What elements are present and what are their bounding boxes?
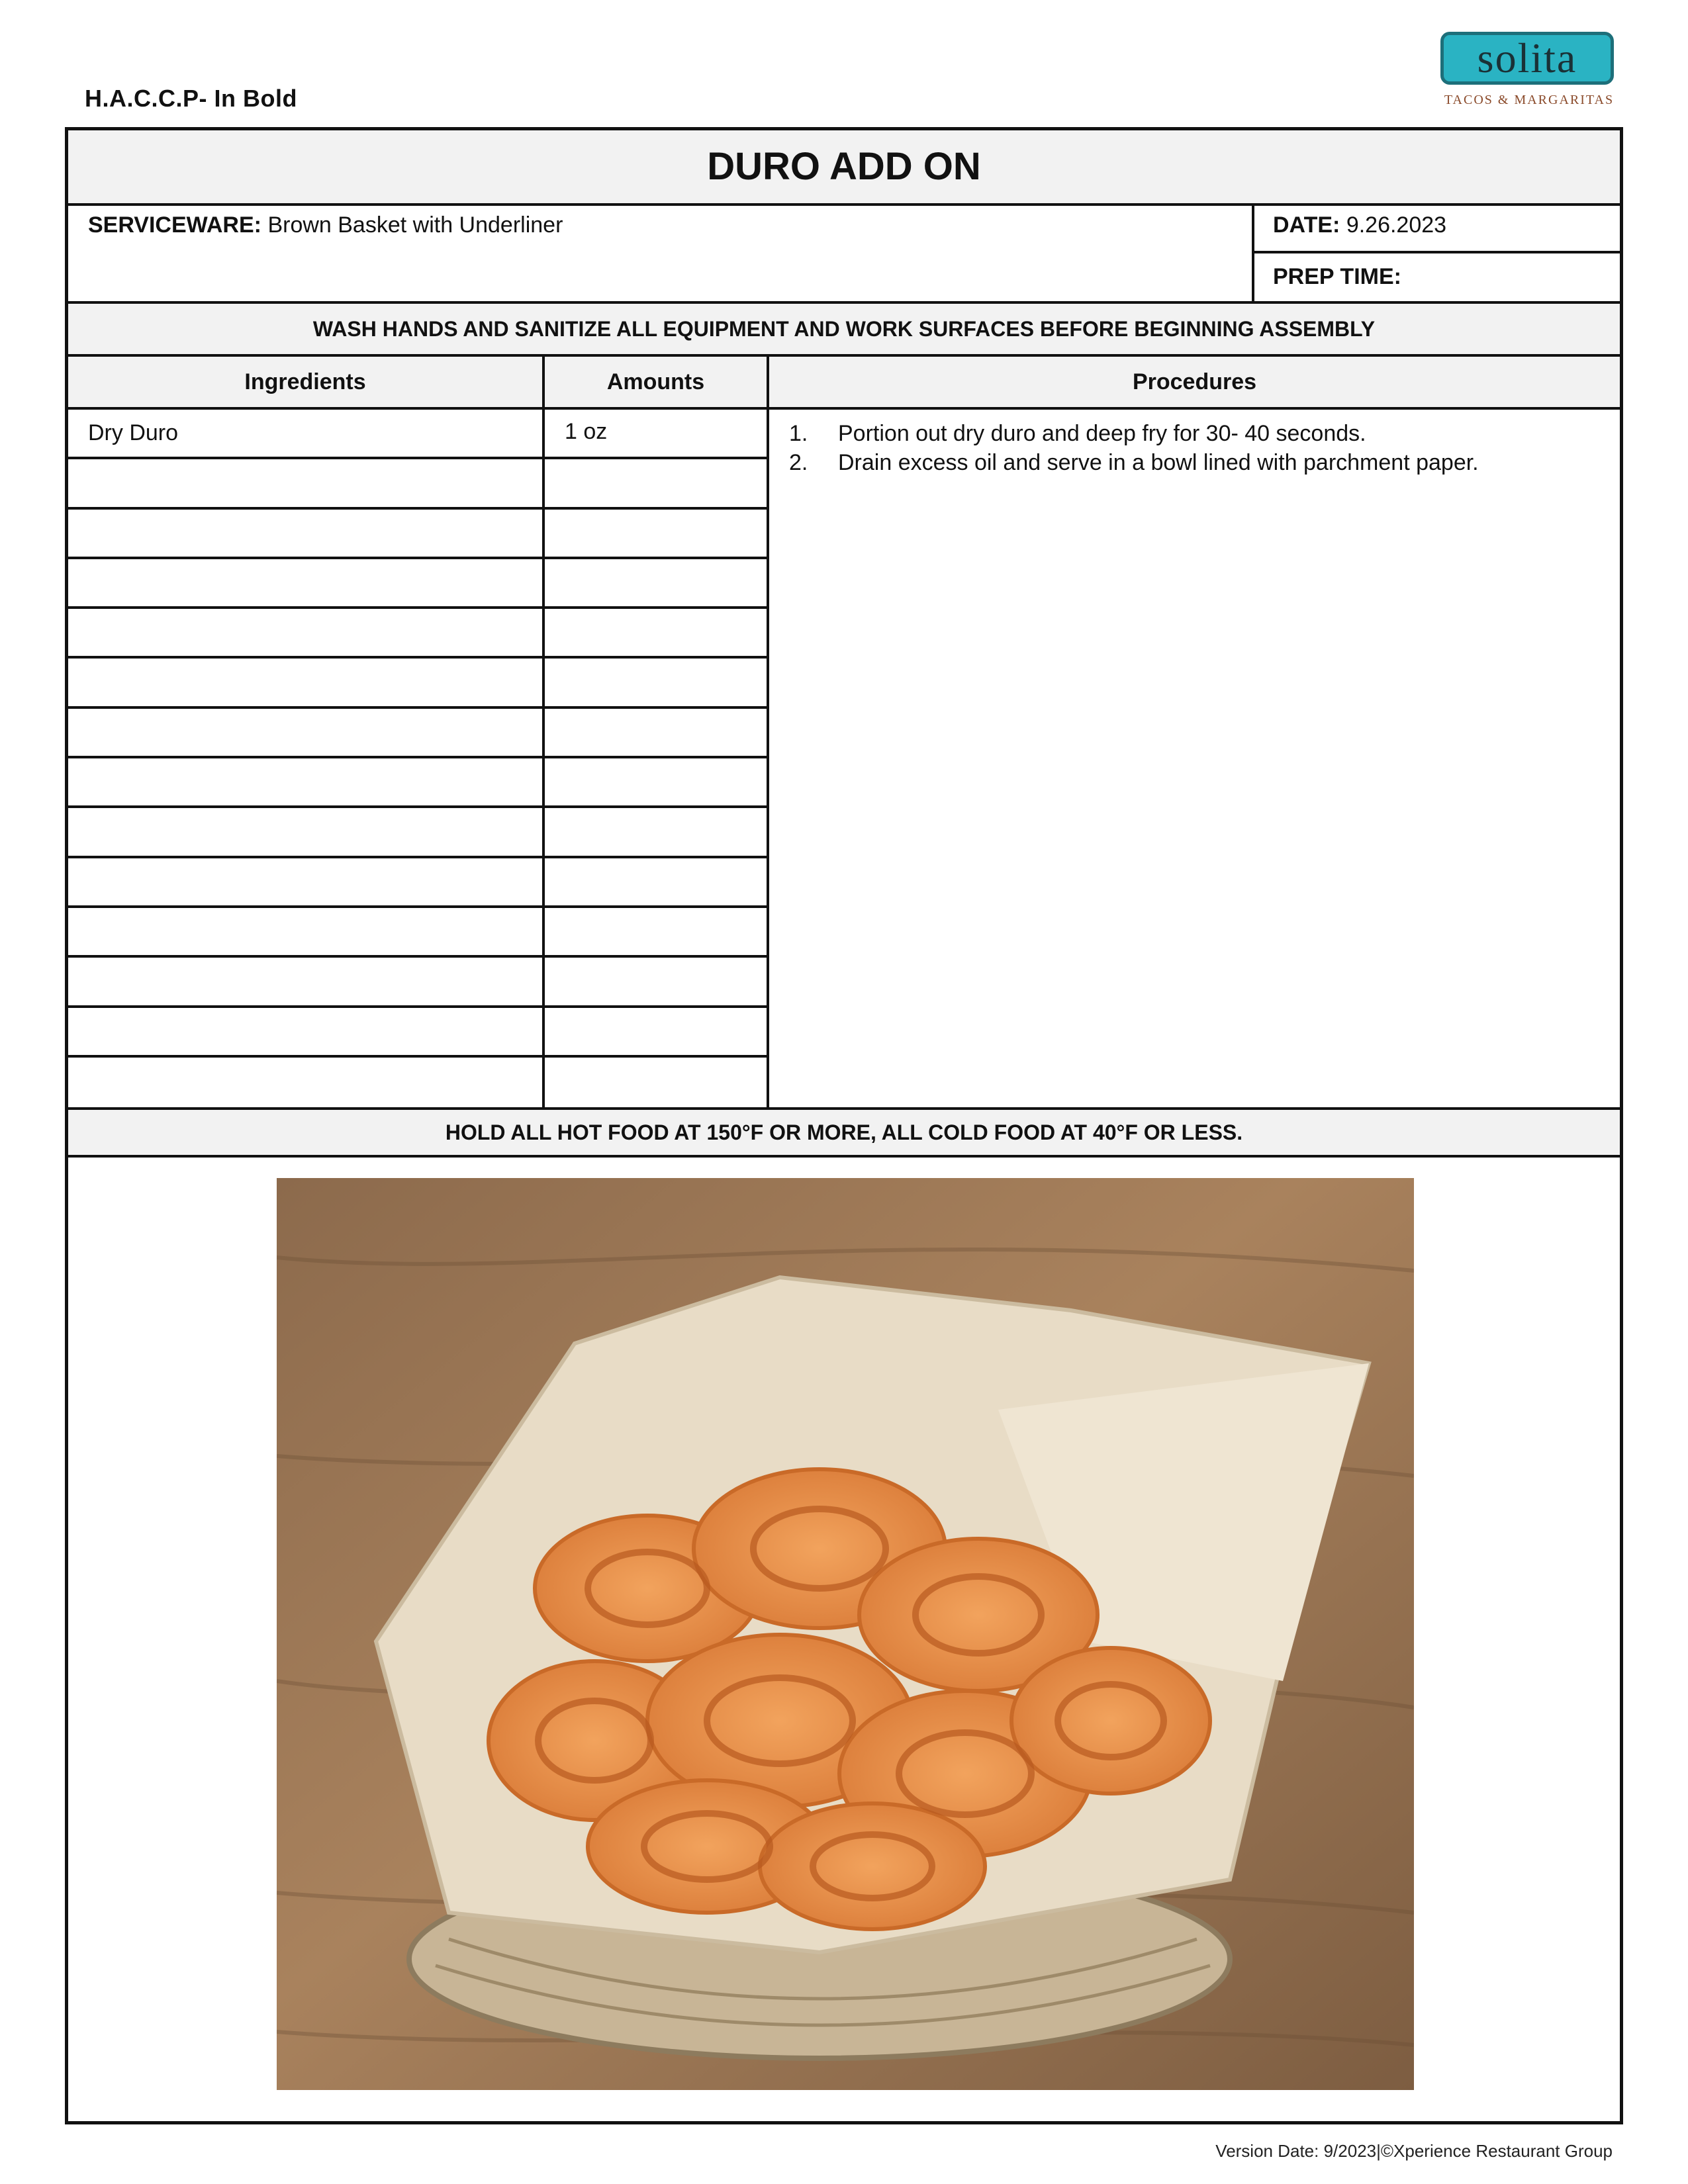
logo-badge: solita xyxy=(1440,32,1614,85)
ingredient-row xyxy=(68,758,769,808)
ingredient-name xyxy=(68,758,545,805)
ingredient-amount xyxy=(545,459,769,506)
ingredient-name xyxy=(68,1008,545,1055)
ingredient-name xyxy=(68,808,545,855)
recipe-title: DURO ADD ON xyxy=(68,130,1620,206)
ingredient-name xyxy=(68,709,545,756)
ingredient-name xyxy=(68,459,545,506)
amounts-header: Amounts xyxy=(545,357,769,410)
ingredient-name xyxy=(68,609,545,656)
date-cell xyxy=(1254,203,1620,253)
procedure-number: 2. xyxy=(789,450,808,475)
procedure-number: 1. xyxy=(789,421,808,446)
ingredients-header: Ingredients xyxy=(68,357,545,410)
ingredient-amount xyxy=(545,659,769,705)
dish-photo xyxy=(277,1178,1414,2090)
ingredient-amount xyxy=(545,758,769,805)
serviceware-label: SERVICEWARE: xyxy=(88,212,261,238)
ingredient-name xyxy=(68,958,545,1005)
procedures-list xyxy=(769,410,1620,1107)
solita-logo xyxy=(1436,29,1622,115)
ingredients-table xyxy=(68,410,769,1107)
ingredient-name: Dry Duro xyxy=(68,410,545,457)
ingredient-name xyxy=(68,659,545,705)
prep-time-cell xyxy=(1254,253,1620,304)
haccp-note: H.A.C.C.P- In Bold xyxy=(85,85,297,112)
ingredient-row xyxy=(68,459,769,509)
ingredient-amount xyxy=(545,958,769,1005)
ingredient-amount xyxy=(545,908,769,955)
ingredient-name xyxy=(68,510,545,557)
ingredient-amount xyxy=(545,808,769,855)
ingredient-row xyxy=(68,1008,769,1058)
ingredient-amount xyxy=(545,709,769,756)
ingredient-row xyxy=(68,559,769,609)
ingredient-row xyxy=(68,908,769,958)
ingredient-name xyxy=(68,1058,545,1107)
ingredient-amount xyxy=(545,510,769,557)
procedures-header: Procedures xyxy=(769,357,1620,410)
date-value: 9.26.2023 xyxy=(1346,212,1447,238)
procedure-text: Drain excess oil and serve in a bowl lined with parchment paper. xyxy=(838,450,1479,475)
ingredient-name xyxy=(68,908,545,955)
ingredient-row xyxy=(68,1058,769,1107)
ingredient-amount xyxy=(545,609,769,656)
ingredient-amount xyxy=(545,858,769,905)
ingredient-name xyxy=(68,559,545,606)
ingredient-amount: 1 oz xyxy=(545,410,769,457)
ingredient-row xyxy=(68,510,769,559)
ingredient-amount xyxy=(545,559,769,606)
procedure-text: Portion out dry duro and deep fry for 30- 40 seconds. xyxy=(838,421,1366,446)
serviceware-value: Brown Basket with Underliner xyxy=(267,212,563,238)
prep-time-label: PREP TIME: xyxy=(1273,264,1401,289)
serviceware-cell xyxy=(68,203,1254,304)
wash-notice: WASH HANDS AND SANITIZE ALL EQUIPMENT AND WORK SURFACES BEFORE BEGINNING ASSEMBLY xyxy=(68,304,1620,357)
ingredient-row xyxy=(68,410,769,459)
ingredient-row xyxy=(68,958,769,1007)
version-footer: Version Date: 9/2023|©Xperience Restaurant Group xyxy=(1215,2141,1613,2161)
logo-tagline: TACOS & MARGARITAS xyxy=(1444,93,1615,107)
ingredient-row xyxy=(68,659,769,708)
ingredient-row xyxy=(68,808,769,858)
date-label: DATE: xyxy=(1273,212,1340,238)
ingredient-row xyxy=(68,858,769,908)
ingredient-row xyxy=(68,609,769,659)
procedure-step xyxy=(789,419,1607,448)
ingredient-name xyxy=(68,858,545,905)
procedure-step xyxy=(789,448,1607,477)
ingredient-amount xyxy=(545,1008,769,1055)
ingredient-amount xyxy=(545,1058,769,1107)
ingredient-row xyxy=(68,709,769,758)
recipe-card xyxy=(65,127,1623,2124)
hold-temperature-notice: HOLD ALL HOT FOOD AT 150°F OR MORE, ALL COLD FOOD AT 40°F OR LESS. xyxy=(68,1107,1620,1158)
